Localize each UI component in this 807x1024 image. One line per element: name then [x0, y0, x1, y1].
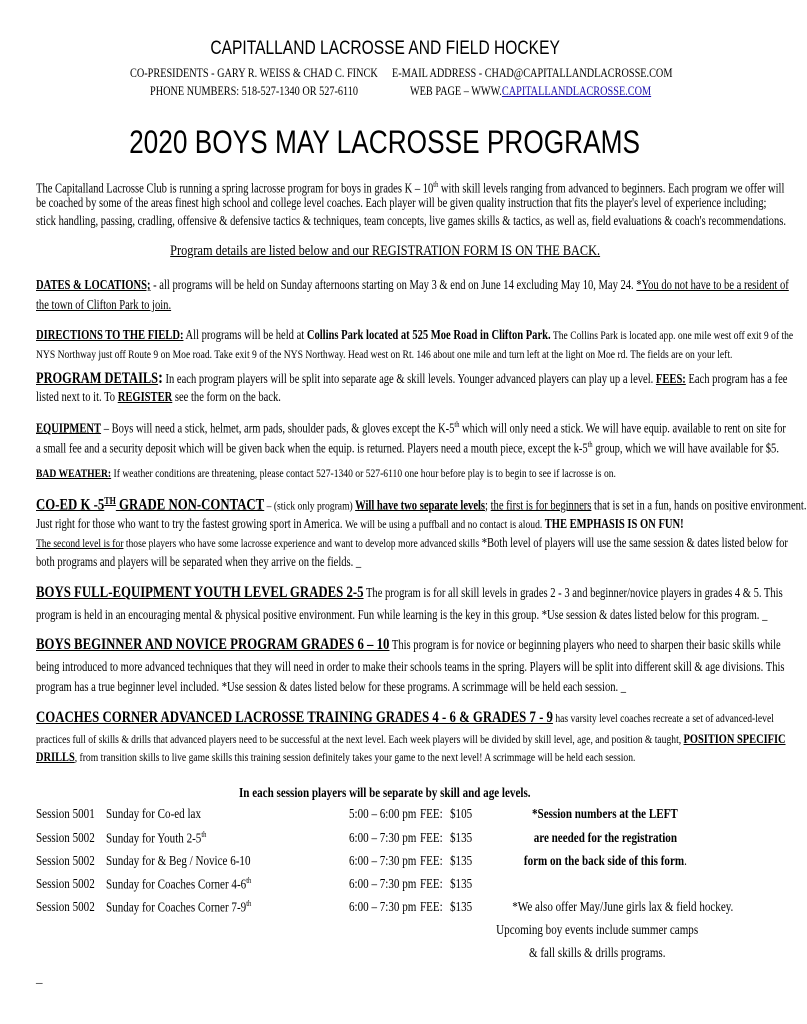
side-note-6: & fall skills & drills programs. [528, 945, 666, 960]
directions-label: DIRECTIONS TO THE FIELD: [36, 327, 184, 342]
session-desc [106, 830, 206, 847]
youth-text-1: The program is for all skill levels in grades 2 - 3 and beginner/novice players in grades 4 & 5. This [363, 585, 783, 600]
side-note-2: are needed for the registration [533, 830, 677, 845]
program-details-notice: Program details are listed below and our REGISTRATION FORM IS ON THE BACK. [170, 243, 600, 259]
coaches-text-3: , from transition skills to live game skills this training session definitely takes your game to the next level! A scrimmage will be held each session. [74, 750, 636, 764]
coaches-drills: DRILLS [36, 749, 75, 764]
beginner-text-3: program has a true beginner level included. *Use session & dates listed below for these programs. A scrimmage will be held each session. [36, 679, 621, 694]
session-desc-text: Sunday for Co-ed lax [106, 806, 202, 821]
session-desc-sup: th [246, 876, 252, 885]
intro-line-1 [36, 177, 784, 196]
coaches-line-3 [36, 749, 635, 765]
beginner-heading: BOYS BEGINNER AND NOVICE PROGRAM GRADES 6 – 10 [36, 636, 390, 653]
page-title: 2020 BOYS MAY LACROSSE PROGRAMS [129, 124, 641, 160]
session-fee-label: FEE: [420, 899, 443, 914]
equipment-line-2 [36, 437, 779, 456]
youth-line-1 [36, 585, 783, 601]
intro-line-3: stick handling, passing, cradling, offensive & defensive tactics & techniques, team concepts, live games skills & tactics, as well as, field evaluations & coach's recommendations. [36, 213, 786, 228]
coed-emphasis: THE EMPHASIS IS ON FUN! [542, 516, 684, 531]
session-desc-text: Sunday for Youth 2-5 [106, 830, 202, 846]
side-note-5-wrap [472, 922, 722, 938]
coaches-text-1: has varsity level coaches recreate a set of advanced-level [552, 711, 774, 725]
session-fee-label: FEE: [420, 806, 443, 821]
session-desc [106, 806, 201, 822]
beginner-line-1 [36, 637, 781, 653]
equipment-sup-2: th [587, 440, 593, 449]
directions-line-1 [36, 327, 793, 343]
beginner-text-1: This program is for novice or beginning players who need to sharpen their basic skills while [389, 637, 781, 652]
web-link[interactable]: CAPITALLANDLACROSSE.COM [501, 84, 652, 98]
directions-line-2: NYS Northway just off Route 9 on Moe road. Take exit 9 of the NYS Northway. Head west on Rt. 146 about one mile and turn left at the light on Moe rd. The fields are on your left. [36, 347, 733, 361]
beginner-line-2: being introduced to more advanced techniques that they will need in order to make their schools teams in the spring. Players will be split into different skill & age divisions. This [36, 659, 785, 674]
coaches-line-2 [36, 731, 786, 747]
side-note-1: *Session numbers at the LEFT [532, 806, 678, 821]
youth-mark: _ [762, 607, 768, 622]
session-desc [106, 853, 250, 869]
coed-text-1: that is set in a fun, hands on positive environment. [591, 497, 807, 513]
program-details-notice-wrap [0, 243, 770, 260]
coed-line-1 [36, 494, 806, 513]
register-word: REGISTER [117, 389, 173, 404]
coed-first-level: the first is for beginners [490, 497, 592, 513]
coed-heading-sup: TH [104, 496, 116, 507]
coed-two-levels: Will have two separate levels [355, 497, 486, 513]
session-id: Session 5002 [36, 876, 95, 891]
session-time: 6:00 – 7:30 pm [349, 830, 417, 845]
title-wrap [0, 124, 770, 161]
coed-text-4: both programs and players will be separated when they arrive on the fields. [36, 554, 356, 569]
side-note-4: *We also offer May/June girls lax & field hockey. [512, 899, 734, 914]
program-details-text-2a: listed next to it. To [36, 389, 118, 404]
side-note-6-wrap [472, 945, 722, 961]
copresidents-wrap [130, 66, 432, 81]
session-desc [106, 899, 251, 916]
web-prefix: WEB PAGE – WWW. [410, 84, 502, 98]
sessions-heading: In each session players will be separate by skill and age levels. [239, 785, 531, 800]
session-time: 6:00 – 7:30 pm [349, 853, 417, 868]
session-id: Session 5002 [36, 853, 95, 868]
coaches-position-specific: POSITION SPECIFIC [683, 731, 786, 746]
side-note-1-wrap [480, 806, 730, 822]
intro-line-2: be coached by some of the areas finest high school and college level coaches. Each player will be given quality instruction that fits the player's level of experience including; [36, 195, 767, 210]
intro-text-1b: with skill levels ranging from advanced to beginners. Each program we offer will [438, 180, 785, 196]
dates-note-2: the town of Clifton Park to join. [36, 297, 172, 312]
side-note-3-end: . [683, 853, 687, 868]
coaches-line-1 [36, 710, 774, 726]
dates-text: - all programs will be held on Sunday afternoons starting on May 3 & end on June 14 excluding May 10, May 24. [150, 277, 637, 292]
coed-heading-b: GRADE NON-CONTACT [115, 496, 265, 514]
sessions-heading-wrap [0, 785, 770, 801]
session-fee-label: FEE: [420, 876, 443, 891]
dates-line-1 [36, 277, 789, 293]
coed-text-2b: We will be using a puffball and no contact is aloud. [345, 517, 543, 531]
session-fee: $105 [450, 806, 473, 821]
coed-text-3c: *Both level of players will use the same session & dates listed below for [479, 535, 788, 550]
session-fee: $135 [450, 853, 473, 868]
session-desc [106, 876, 251, 893]
youth-heading: BOYS FULL-EQUIPMENT YOUTH LEVEL GRADES 2-5 [36, 584, 364, 601]
session-desc-sup: th [246, 899, 252, 908]
org-name: CAPITALLAND LACROSSE AND FIELD HOCKEY [210, 38, 560, 59]
session-fee: $135 [450, 876, 473, 891]
coed-text-3a: The second level is for [36, 536, 124, 550]
directions-text-1: All programs will be held at [183, 327, 307, 342]
beginner-line-3 [36, 679, 626, 695]
intro-text-1a: The Capitalland Lacrosse Club is running a spring lacrosse program for boys in grades K – 10 [36, 180, 434, 196]
equipment-line-1 [36, 417, 786, 436]
program-details-text: In each program players will be split into separate age & skill levels. Younger advanced players can play up a level. [162, 371, 656, 386]
side-note-2-wrap [480, 830, 730, 846]
program-details-line-2 [36, 389, 281, 405]
session-fee: $135 [450, 899, 473, 914]
coed-line-2 [36, 516, 684, 532]
session-id: Session 5001 [36, 806, 95, 821]
side-note-5: Upcoming boy events include summer camps [495, 922, 698, 937]
session-time: 6:00 – 7:30 pm [349, 876, 417, 891]
footer-mark: _ [36, 970, 43, 985]
coed-line-3 [36, 535, 788, 551]
program-details-colon: : [158, 367, 163, 387]
fees-text: Each program has a fee [685, 371, 788, 386]
session-time: 5:00 – 6:00 pm [349, 806, 417, 821]
phone-wrap [150, 84, 404, 99]
session-desc-text: Sunday for & Beg / Novice 6-10 [106, 853, 251, 868]
equipment-text-3: a small fee and a security deposit which will be given back when the equip. is returned. Players need a mouth piece, except the k-5 [36, 440, 588, 456]
coed-text-2a: Just right for those who want to try the fastest growing sport in America. [36, 516, 346, 531]
side-note-3: form on the back side of this form [523, 853, 684, 868]
dates-label: DATES & LOCATIONS; [36, 277, 151, 292]
equipment-text-2: which will only need a stick. We will have equip. available to rent on site for [459, 420, 786, 436]
coed-heading-a: CO-ED K -5 [36, 496, 105, 514]
bad-weather-text: If weather conditions are threatening, please contact 527-1340 or 527-6110 one hour before play is to begin to see if lacrosse is on. [111, 466, 616, 480]
copresidents: CO-PRESIDENTS - GARY R. WEISS & CHAD C. FINCK [130, 66, 378, 80]
program-details-line-1 [36, 369, 787, 387]
youth-line-2 [36, 607, 767, 623]
fees-label: FEES: [655, 371, 686, 386]
email-address: E-MAIL ADDRESS - CHAD@CAPITALLANDLACROSSE.COM [392, 66, 673, 80]
session-time: 6:00 – 7:30 pm [349, 899, 417, 914]
coaches-text-2: practices full of skills & drills that advanced players need to be successful at the next level. Each week players will be divided by skill level, age, and position & taught, [36, 732, 684, 746]
equipment-sup: th [454, 420, 460, 429]
session-fee-label: FEE: [420, 830, 443, 845]
coed-line-4 [36, 554, 361, 570]
email-wrap [392, 66, 734, 81]
session-fee: $135 [450, 830, 473, 845]
youth-text-2: program is held in an encouraging mental & physical positive environment. Fun while learning is the key in this group. *Use session & dates listed below for this program. [36, 607, 763, 622]
equipment-text-1: – Boys will need a stick, helmet, arm pads, shoulder pads, & gloves except the K-5 [101, 420, 455, 436]
session-id: Session 5002 [36, 830, 95, 845]
bad-weather-label: BAD WEATHER: [36, 466, 112, 480]
coed-mark: _ [355, 554, 362, 569]
coed-paren: – (stick only program) [264, 498, 356, 513]
program-details-label: PROGRAM DETAILS [36, 370, 159, 387]
beginner-mark: _ [620, 679, 627, 694]
web-wrap [410, 84, 704, 99]
coed-semicolon: ; [485, 497, 491, 513]
intro-sup: th [433, 180, 439, 189]
coed-text-3b: those players who have some lacrosse experience and want to develop more advanced skills [123, 536, 480, 550]
session-desc-text: Sunday for Coaches Corner 7-9 [106, 899, 247, 915]
program-details-text-2b: see the form on the back. [172, 389, 281, 404]
session-desc-sup: th [201, 830, 207, 839]
session-desc-text: Sunday for Coaches Corner 4-6 [106, 876, 247, 892]
bad-weather-line [36, 465, 616, 481]
side-note-4-wrap [488, 899, 738, 915]
directions-place: Collins Park located at 525 Moe Road in Clifton Park. [306, 327, 551, 342]
org-name-wrap [0, 38, 770, 60]
dates-note-1: *You do not have to be a resident of [636, 277, 789, 292]
directions-text-2: The Collins Park is located app. one mile west off exit 9 of the [550, 328, 794, 342]
phone-numbers: PHONE NUMBERS: 518-527-1340 OR 527-6110 [150, 84, 359, 98]
side-note-3-wrap [480, 853, 730, 869]
coaches-heading: COACHES CORNER ADVANCED LACROSSE TRAINING GRADES 4 - 6 & GRADES 7 - 9 [36, 709, 553, 726]
session-fee-label: FEE: [420, 853, 443, 868]
session-id: Session 5002 [36, 899, 95, 914]
equipment-label: EQUIPMENT [36, 420, 102, 436]
equipment-text-4: group, which we will have available for $5. [592, 440, 779, 456]
